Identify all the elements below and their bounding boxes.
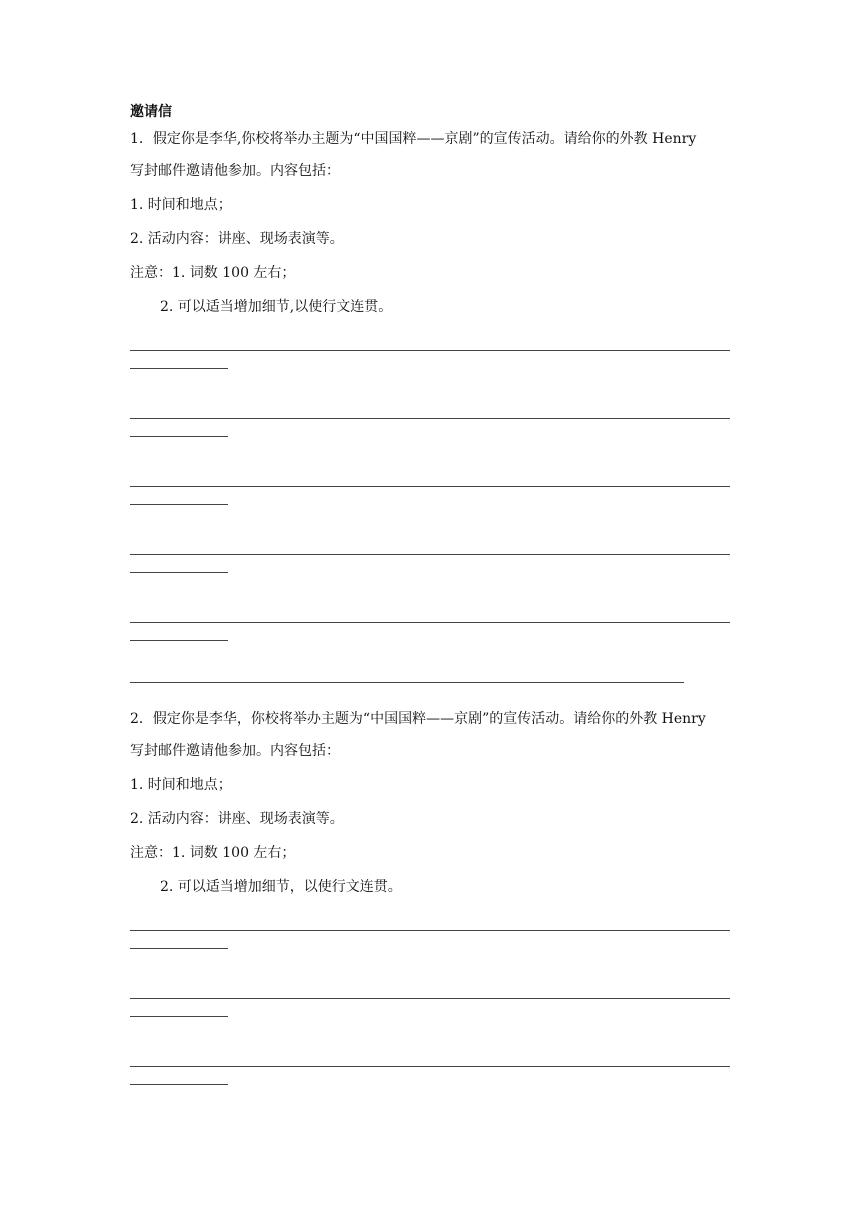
- answer-blank-line[interactable]: [130, 1050, 730, 1084]
- question-2: [130, 704, 730, 1118]
- question-1-item-1: 1. 时间和地点；: [130, 197, 232, 213]
- answer-blank-line[interactable]: [130, 402, 730, 436]
- question-2-answer-area[interactable]: [130, 914, 730, 1118]
- answer-blank-line[interactable]: [130, 538, 730, 572]
- answer-blank-line-short[interactable]: [130, 1084, 730, 1118]
- question-1-note-1: 注意：1. 词数 100 左右；: [130, 265, 296, 281]
- document-title: 邀请信: [130, 104, 172, 120]
- answer-blank-line[interactable]: [130, 606, 730, 640]
- answer-blank-line[interactable]: [130, 982, 730, 1016]
- question-2-prompt-line-2: 写封邮件邀请他参加。内容包括：: [130, 743, 340, 759]
- answer-blank-line-short[interactable]: [130, 368, 730, 402]
- question-2-note-2: 2. 可以适当增加细节，以使行文连贯。: [160, 879, 402, 895]
- answer-blank-line-final[interactable]: [130, 674, 730, 704]
- question-2-note-1: 注意：1. 词数 100 左右；: [130, 845, 296, 861]
- question-1-prompt-line-2: 写封邮件邀请他参加。内容包括：: [130, 163, 340, 179]
- answer-blank-line-short[interactable]: [130, 436, 730, 470]
- answer-blank-line-short[interactable]: [130, 640, 730, 674]
- question-2-item-2: 2. 活动内容：讲座、现场表演等。: [130, 811, 344, 827]
- question-1: [130, 124, 730, 704]
- question-2-item-1: 1. 时间和地点；: [130, 777, 232, 793]
- question-1-prompt-line-1: 1．假定你是李华,你校将举办主题为“中国国粹——京剧”的宣传活动。请给你的外教 Henry: [130, 131, 697, 147]
- question-2-prompt-line-1: 2．假定你是李华，你校将举办主题为“中国国粹——京剧”的宣传活动。请给你的外教 Henry: [130, 711, 706, 727]
- answer-blank-line[interactable]: [130, 914, 730, 948]
- question-1-note-2: 2. 可以适当增加细节,以使行文连贯。: [160, 299, 393, 315]
- question-1-answer-area[interactable]: [130, 334, 730, 704]
- question-1-item-2: 2. 活动内容：讲座、现场表演等。: [130, 231, 344, 247]
- answer-blank-line[interactable]: [130, 470, 730, 504]
- answer-blank-line-short[interactable]: [130, 1016, 730, 1050]
- answer-blank-line-short[interactable]: [130, 504, 730, 538]
- answer-blank-line[interactable]: [130, 334, 730, 368]
- answer-blank-line-short[interactable]: [130, 948, 730, 982]
- answer-blank-line-short[interactable]: [130, 572, 730, 606]
- document-page: [130, 100, 730, 1118]
